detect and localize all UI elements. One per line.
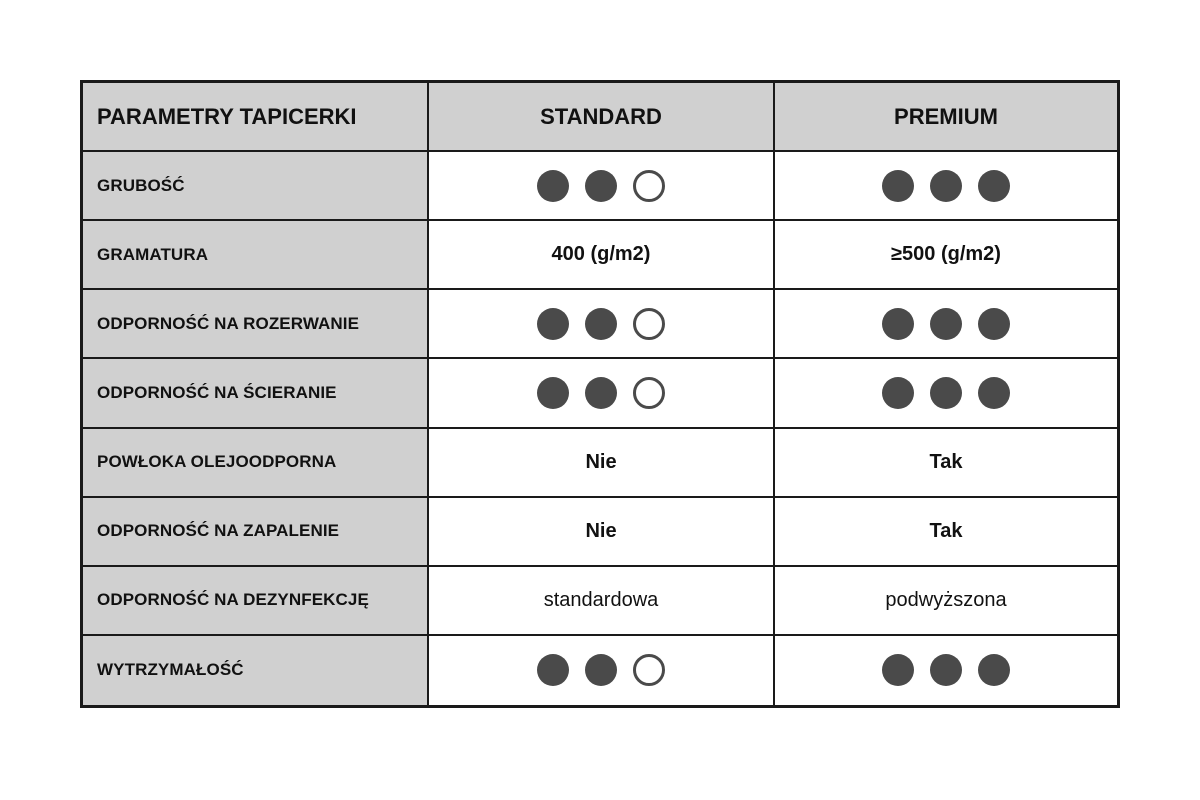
standard-value-wytrzymalosc <box>429 636 775 705</box>
rating-dots <box>537 654 665 686</box>
filled-circle-icon <box>930 170 962 202</box>
rating-dots <box>882 377 1010 409</box>
value-text: standardowa <box>543 588 659 611</box>
filled-circle-icon <box>537 654 569 686</box>
premium-value-grubosc <box>775 152 1117 221</box>
value-text: Nie <box>585 450 617 473</box>
row-label-wytrzymalosc: WYTRZYMAŁOŚĆ <box>83 636 429 705</box>
value-text: Nie <box>585 519 617 542</box>
empty-circle-icon <box>633 654 665 686</box>
empty-circle-icon <box>633 308 665 340</box>
comparison-table <box>80 80 1120 708</box>
row-label-grubosc: GRUBOŚĆ <box>83 152 429 221</box>
rating-dots <box>537 170 665 202</box>
header-premium: PREMIUM <box>775 83 1117 152</box>
premium-value-wytrzymalosc <box>775 636 1117 705</box>
row-label-powloka-olejoodporna: POWŁOKA OLEJOODPORNA <box>83 429 429 498</box>
rating-dots <box>882 170 1010 202</box>
standard-value-odpornosc-na-zapalenie <box>429 498 775 567</box>
filled-circle-icon <box>978 308 1010 340</box>
row-label-gramatura: GRAMATURA <box>83 221 429 290</box>
row-label-odpornosc-na-scieranie: ODPORNOŚĆ NA ŚCIERANIE <box>83 359 429 428</box>
standard-value-odpornosc-na-scieranie <box>429 359 775 428</box>
filled-circle-icon <box>585 308 617 340</box>
rating-dots <box>882 308 1010 340</box>
premium-value-odpornosc-na-scieranie <box>775 359 1117 428</box>
standard-value-grubosc <box>429 152 775 221</box>
row-label-odpornosc-na-dezynfekcje: ODPORNOŚĆ NA DEZYNFEKCJĘ <box>83 567 429 636</box>
standard-value-odpornosc-na-dezynfekcje <box>429 567 775 636</box>
filled-circle-icon <box>882 170 914 202</box>
filled-circle-icon <box>537 170 569 202</box>
filled-circle-icon <box>537 308 569 340</box>
row-label-odpornosc-na-rozerwanie: ODPORNOŚĆ NA ROZERWANIE <box>83 290 429 359</box>
standard-value-powloka-olejoodporna <box>429 429 775 498</box>
value-text: ≥500 (g/m2) <box>891 243 1001 266</box>
filled-circle-icon <box>585 654 617 686</box>
row-label-odpornosc-na-zapalenie: ODPORNOŚĆ NA ZAPALENIE <box>83 498 429 567</box>
empty-circle-icon <box>633 170 665 202</box>
premium-value-powloka-olejoodporna <box>775 429 1117 498</box>
rating-dots <box>882 654 1010 686</box>
header-standard: STANDARD <box>429 83 775 152</box>
filled-circle-icon <box>930 308 962 340</box>
filled-circle-icon <box>978 377 1010 409</box>
value-text: Tak <box>929 519 963 542</box>
filled-circle-icon <box>882 654 914 686</box>
filled-circle-icon <box>537 377 569 409</box>
value-text: Tak <box>929 450 963 473</box>
header-parameters: PARAMETRY TAPICERKI <box>83 83 429 152</box>
filled-circle-icon <box>930 654 962 686</box>
premium-value-odpornosc-na-rozerwanie <box>775 290 1117 359</box>
filled-circle-icon <box>882 308 914 340</box>
value-text: podwyższona <box>885 588 1007 611</box>
rating-dots <box>537 377 665 409</box>
standard-value-odpornosc-na-rozerwanie <box>429 290 775 359</box>
premium-value-odpornosc-na-dezynfekcje <box>775 567 1117 636</box>
filled-circle-icon <box>882 377 914 409</box>
filled-circle-icon <box>585 377 617 409</box>
premium-value-gramatura <box>775 221 1117 290</box>
empty-circle-icon <box>633 377 665 409</box>
premium-value-odpornosc-na-zapalenie <box>775 498 1117 567</box>
rating-dots <box>537 308 665 340</box>
filled-circle-icon <box>978 654 1010 686</box>
filled-circle-icon <box>930 377 962 409</box>
value-text: 400 (g/m2) <box>551 243 651 266</box>
filled-circle-icon <box>978 170 1010 202</box>
standard-value-gramatura <box>429 221 775 290</box>
filled-circle-icon <box>585 170 617 202</box>
